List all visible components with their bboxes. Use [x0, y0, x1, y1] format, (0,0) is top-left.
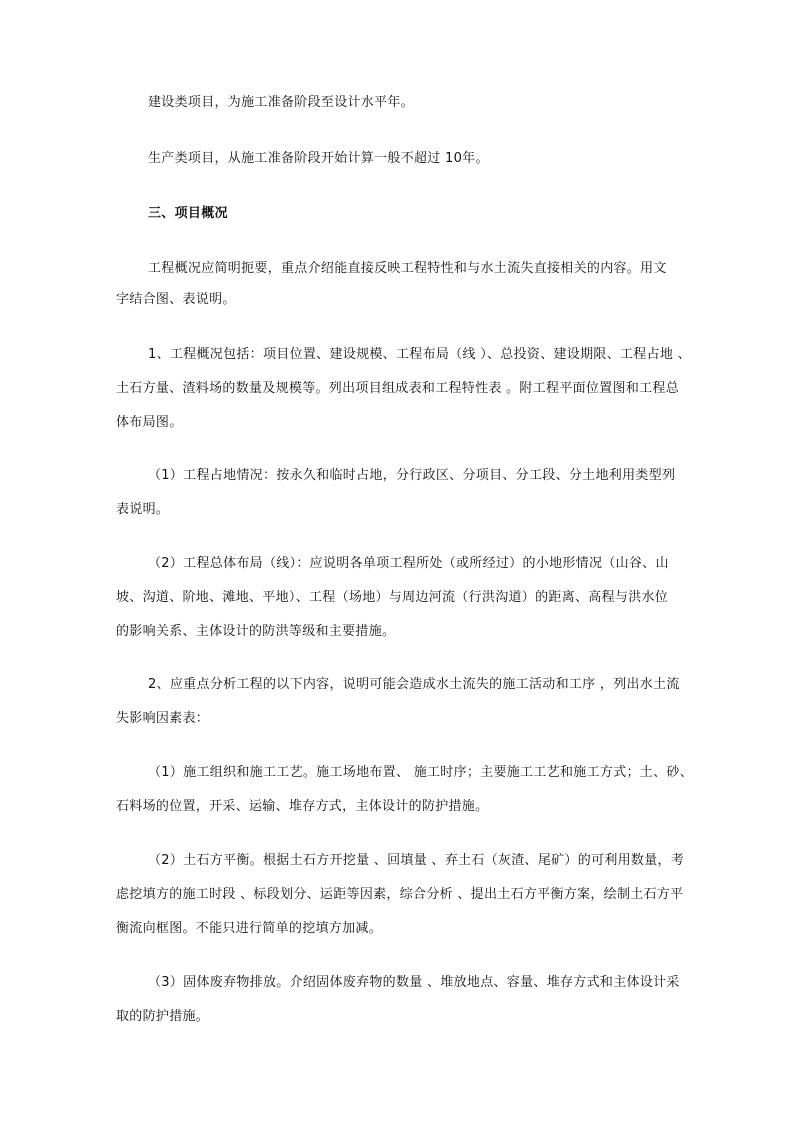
text-line: 体布局图。: [116, 415, 183, 430]
text-line: 表说明。: [116, 502, 170, 517]
text-line: （1）工程占地情况：按永久和临时占地，分行政区、分项目、分工段、分土地利用类型列: [148, 468, 676, 483]
text-line: 生产类项目，从施工准备阶段开始计算一般不超过 10年。: [148, 151, 489, 166]
text-line: 土石方量、渣料场的数量及规模等。列出项目组成表和工程特性表 。附工程平面位置图和工程总: [116, 381, 680, 396]
text-line: 1、工程概况包括：项目位置、建设规模、工程布局（线 ）、总投资、建设期限、工程占地 、: [148, 347, 691, 362]
text-line: （2）土石方平衡。根据土石方开挖量 、回填量 、弃土石（灰渣、尾矿）的可利用数量，考: [148, 853, 685, 868]
section-heading: 三、项目概况: [148, 206, 228, 221]
text-line: 2、应重点分析工程的以下内容，说明可能会造成水土流失的施工活动和工序 ，列出水土流: [148, 677, 680, 692]
text-line: 坡、沟道、阶地、滩地、平地）、工程（场地）与周边河流（行洪沟道）的距离、高程与洪水位: [116, 590, 669, 605]
text-line: 取的防护措施。: [116, 1009, 210, 1024]
text-line: （3）固体废弃物排放。介绍固体废弃物的数量 、堆放地点、容量、堆存方式和主体设计采: [148, 975, 680, 990]
text-line: 建设类项目，为施工准备阶段至设计水平年。: [148, 95, 415, 110]
text-line: 虑挖填方的施工时段 、标段划分、运距等因素，综合分析 、提出土石方平衡方案，绘制土石方平: [116, 887, 684, 902]
text-line: 石料场的位置，开采、运输、堆存方式，主体设计的防护措施。: [116, 799, 489, 814]
text-line: 字结合图、表说明。: [116, 292, 236, 307]
text-line: 衡流向框图。不能只进行简单的挖填方加减。: [116, 921, 383, 936]
text-line: 工程概况应简明扼要，重点介绍能直接反映工程特性和与水土流失直接相关的内容。用文: [148, 261, 667, 276]
text-line: 失影响因素表：: [116, 711, 210, 726]
text-line: 的影响关系、主体设计的防洪等级和主要措施。: [116, 624, 396, 639]
text-line: （2）工程总体布局（线）：应说明各单项工程所处（或所经过）的小地形情况（山谷、山: [148, 556, 669, 571]
text-line: （1）施工组织和施工工艺。施工场地布置、 施工时序；主要施工工艺和施工方式；土、砂、: [148, 765, 694, 780]
